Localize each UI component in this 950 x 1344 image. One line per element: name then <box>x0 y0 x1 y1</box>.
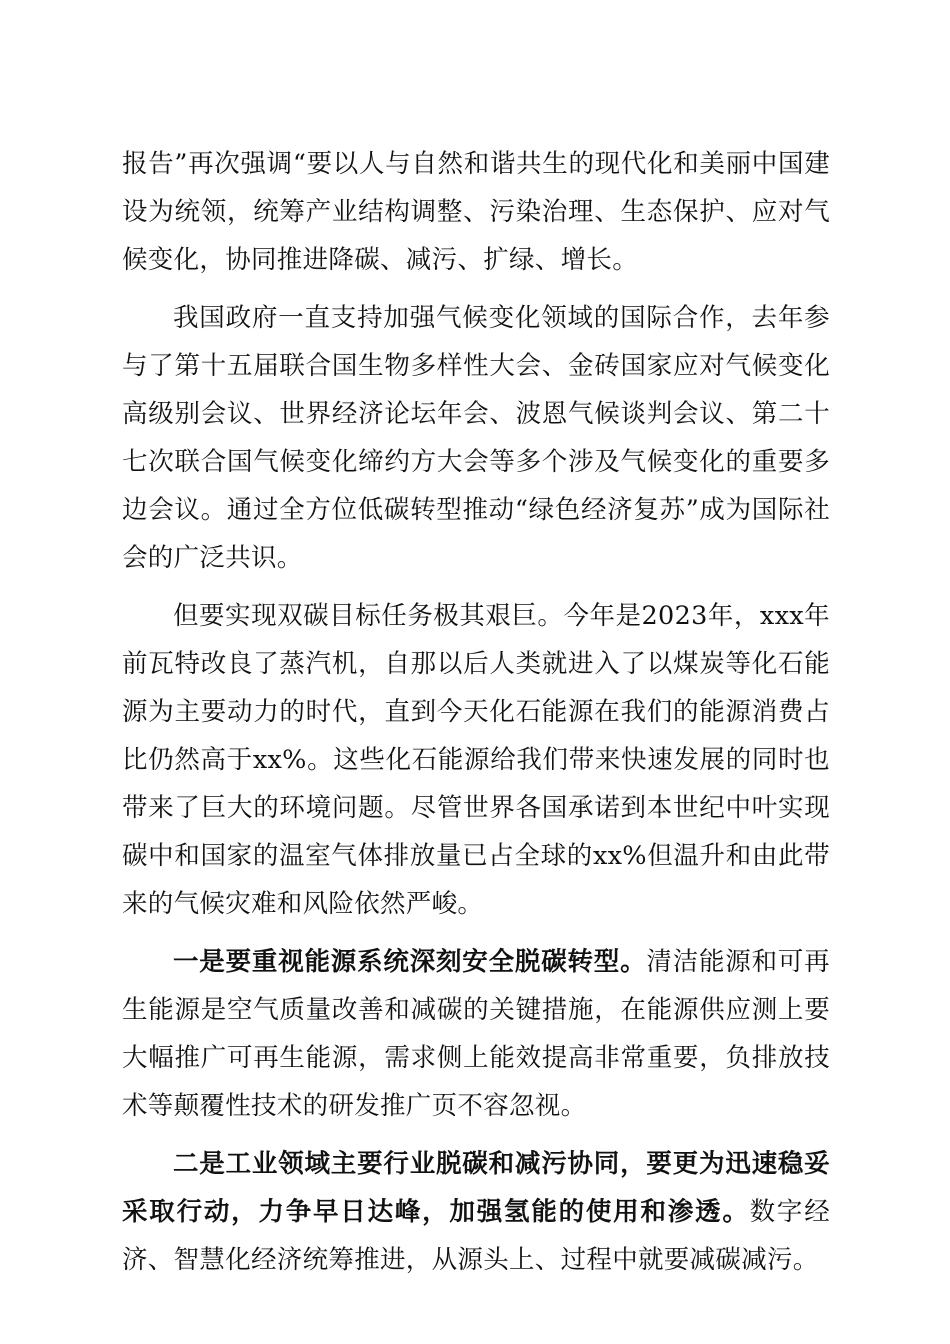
paragraph-report-emphasis <box>122 140 830 284</box>
paragraph-lead-heading: 一是要重视能源系统深刻安全脱碳转型。 <box>173 947 647 977</box>
paragraph-industrial-decarbonization <box>122 1140 830 1284</box>
paragraph-text: 清洁能源和可再生能源是空气质量改善和减碳的关键措施，在能源供应测上要大幅推广可再生能源，需求侧上能效提高非常重要，负排放技术等颠覆性技术的研发推广页不容忽视。 <box>122 947 830 1121</box>
paragraph-text: 我国政府一直支持加强气候变化领域的国际合作，去年参与了第十五届联合国生物多样性大会、金砖国家应对气候变化高级别会议、世界经济论坛年会、波恩气候谈判会议、第二十七次联合国气候变化缔约方大会等多个涉及气候变化的重要多边会议。通过全方位低碳转型推动“绿色经济复苏”成为国际社会的广泛共识。 <box>122 303 830 573</box>
paragraph-lead-heading: 二是工业领域主要行业脱碳和减污协同，要更为迅速稳妥采取行动，力争早日达峰，加强氢能的使用和渗透。 <box>122 1149 830 1227</box>
paragraph-text: 但要实现双碳目标任务极其艰巨。今年是2023年，xxx年前瓦特改良了蒸汽机，自那以后人类就进入了以煤炭等化石能源为主要动力的时代，直到今天化石能源在我们的能源消费占比仍然高于xx%。这些化石能源给我们带来快速发展的同时也带来了巨大的环境问题。尽管世界各国承诺到本世纪中叶实现碳中和国家的温室气体排放量已占全球的xx%但温升和由此带来的气候灾难和风险依然严峻。 <box>122 601 830 919</box>
paragraph-text: 报告”再次强调“要以人与自然和谐共生的现代化和美丽中国建设为统领，统筹产业结构调整、污染治理、生态保护、应对气候变化，协同推进降碳、减污、扩绿、增长。 <box>122 149 830 275</box>
paragraph-energy-transition <box>122 938 830 1130</box>
paragraph-international-cooperation <box>122 294 830 582</box>
paragraph-text: 数字经济、智慧化经济统筹推进，从源头上、过程中就要减碳减污。 <box>122 1197 831 1275</box>
document-body <box>122 140 830 1294</box>
paragraph-dual-carbon-challenge <box>122 592 830 928</box>
